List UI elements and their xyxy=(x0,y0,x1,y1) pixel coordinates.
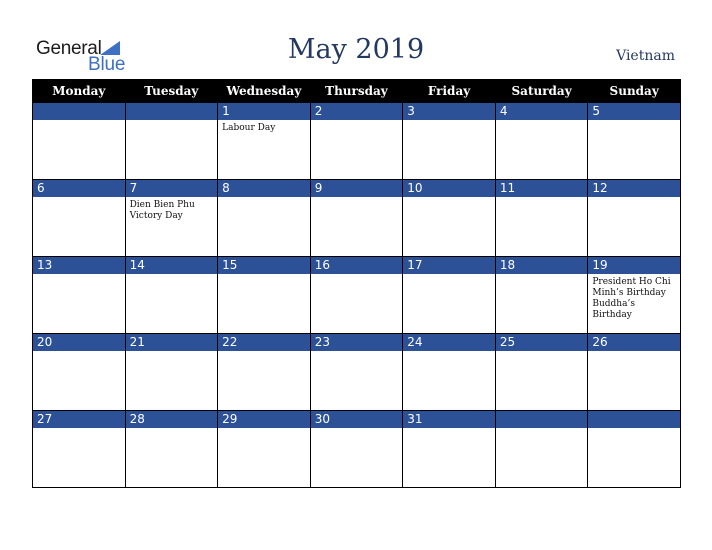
day-number: 22 xyxy=(218,334,310,352)
holiday-label xyxy=(496,198,588,200)
weekday-header: Sunday xyxy=(588,80,681,103)
day-number: 10 xyxy=(403,180,495,198)
holiday-label xyxy=(33,429,125,431)
calendar-day-cell xyxy=(125,180,218,257)
calendar-day-cell xyxy=(403,257,496,334)
holiday-label xyxy=(218,352,310,354)
holiday-label xyxy=(403,429,495,431)
day-number: 28 xyxy=(126,411,218,429)
day-number: 27 xyxy=(33,411,125,429)
holiday-label xyxy=(403,198,495,200)
weekday-header: Wednesday xyxy=(218,80,311,103)
holiday-label xyxy=(496,429,588,431)
logo-blue-text: Blue xyxy=(88,54,126,75)
day-number xyxy=(33,103,125,121)
day-number: 3 xyxy=(403,103,495,121)
day-number: 18 xyxy=(496,257,588,275)
holiday-label xyxy=(126,352,218,354)
calendar-day-cell xyxy=(33,411,126,488)
holiday-label xyxy=(588,429,680,431)
holiday-label xyxy=(33,198,125,200)
holiday-label xyxy=(311,121,403,123)
weekday-header: Monday xyxy=(33,80,126,103)
day-number: 5 xyxy=(588,103,680,121)
calendar-day-cell xyxy=(33,103,126,180)
calendar-week-row xyxy=(33,411,681,488)
calendar-day-cell xyxy=(588,103,681,180)
calendar-day-cell xyxy=(33,257,126,334)
calendar-day-cell xyxy=(588,257,681,334)
weekday-header: Friday xyxy=(403,80,496,103)
day-number: 11 xyxy=(496,180,588,198)
holiday-label xyxy=(218,198,310,200)
day-number: 15 xyxy=(218,257,310,275)
day-number: 24 xyxy=(403,334,495,352)
calendar-day-cell xyxy=(588,334,681,411)
calendar-day-cell xyxy=(403,411,496,488)
day-number: 2 xyxy=(311,103,403,121)
holiday-label xyxy=(311,275,403,277)
day-number: 16 xyxy=(311,257,403,275)
calendar-day-cell xyxy=(495,257,588,334)
day-number: 20 xyxy=(33,334,125,352)
holiday-label xyxy=(588,121,680,123)
calendar-day-cell xyxy=(495,180,588,257)
holiday-label xyxy=(403,275,495,277)
day-number: 12 xyxy=(588,180,680,198)
day-number: 9 xyxy=(311,180,403,198)
holiday-label xyxy=(33,275,125,277)
day-number: 4 xyxy=(496,103,588,121)
holiday-label xyxy=(311,429,403,431)
calendar-week-row xyxy=(33,334,681,411)
day-number xyxy=(126,103,218,121)
calendar-day-cell xyxy=(403,103,496,180)
holiday-label xyxy=(403,121,495,123)
calendar-day-cell xyxy=(403,180,496,257)
holiday-label xyxy=(496,275,588,277)
day-number: 25 xyxy=(496,334,588,352)
calendar-day-cell xyxy=(125,103,218,180)
day-number: 29 xyxy=(218,411,310,429)
calendar-day-cell xyxy=(125,334,218,411)
holiday-label: President Ho Chi Minh’s Birthday Buddha’s Birthday xyxy=(592,277,671,320)
calendar-day-cell xyxy=(33,334,126,411)
calendar-day-cell xyxy=(495,334,588,411)
calendar-day-cell xyxy=(310,411,403,488)
calendar-day-cell xyxy=(218,334,311,411)
logo-general-text: General xyxy=(36,38,102,59)
day-number: 23 xyxy=(311,334,403,352)
holiday-label: Dien Bien Phu Victory Day xyxy=(129,200,195,221)
day-number xyxy=(496,411,588,429)
calendar-week-row xyxy=(33,180,681,257)
holiday-label xyxy=(33,121,125,123)
calendar-day-cell xyxy=(218,257,311,334)
calendar-day-cell xyxy=(33,180,126,257)
calendar-day-cell xyxy=(125,257,218,334)
weekday-header: Tuesday xyxy=(125,80,218,103)
holiday-label xyxy=(588,198,680,200)
day-number: 21 xyxy=(126,334,218,352)
calendar-week-row xyxy=(33,257,681,334)
day-number: 14 xyxy=(126,257,218,275)
calendar-day-cell xyxy=(218,103,311,180)
holiday-label xyxy=(311,352,403,354)
calendar-day-cell xyxy=(310,334,403,411)
calendar-week-row xyxy=(33,103,681,180)
holiday-label xyxy=(218,429,310,431)
day-number: 6 xyxy=(33,180,125,198)
day-number: 31 xyxy=(403,411,495,429)
holiday-label xyxy=(496,352,588,354)
day-number: 1 xyxy=(218,103,310,121)
calendar-day-cell xyxy=(403,334,496,411)
day-number: 19 xyxy=(588,257,680,275)
page-title: May 2019 xyxy=(287,34,425,65)
day-number: 17 xyxy=(403,257,495,275)
weekday-header-row xyxy=(33,80,681,103)
day-number: 7 xyxy=(126,180,218,198)
calendar-day-cell xyxy=(588,180,681,257)
day-number: 13 xyxy=(33,257,125,275)
holiday-label xyxy=(33,352,125,354)
calendar-grid xyxy=(32,79,681,488)
calendar-day-cell xyxy=(310,257,403,334)
day-number: 26 xyxy=(588,334,680,352)
calendar-day-cell xyxy=(495,411,588,488)
calendar-day-cell xyxy=(495,103,588,180)
calendar-day-cell xyxy=(310,103,403,180)
holiday-label xyxy=(403,352,495,354)
day-number: 30 xyxy=(311,411,403,429)
country-label: Vietnam xyxy=(616,48,675,64)
holiday-label xyxy=(126,429,218,431)
calendar-day-cell xyxy=(218,411,311,488)
day-number xyxy=(588,411,680,429)
day-number: 8 xyxy=(218,180,310,198)
holiday-label: Labour Day xyxy=(222,123,276,133)
calendar-day-cell xyxy=(218,180,311,257)
calendar-day-cell xyxy=(588,411,681,488)
holiday-label xyxy=(588,352,680,354)
holiday-label xyxy=(218,275,310,277)
holiday-label xyxy=(126,275,218,277)
calendar-day-cell xyxy=(125,411,218,488)
holiday-label xyxy=(126,121,218,123)
calendar-day-cell xyxy=(310,180,403,257)
holiday-label xyxy=(496,121,588,123)
holiday-label xyxy=(311,198,403,200)
weekday-header: Thursday xyxy=(310,80,403,103)
weekday-header: Saturday xyxy=(495,80,588,103)
